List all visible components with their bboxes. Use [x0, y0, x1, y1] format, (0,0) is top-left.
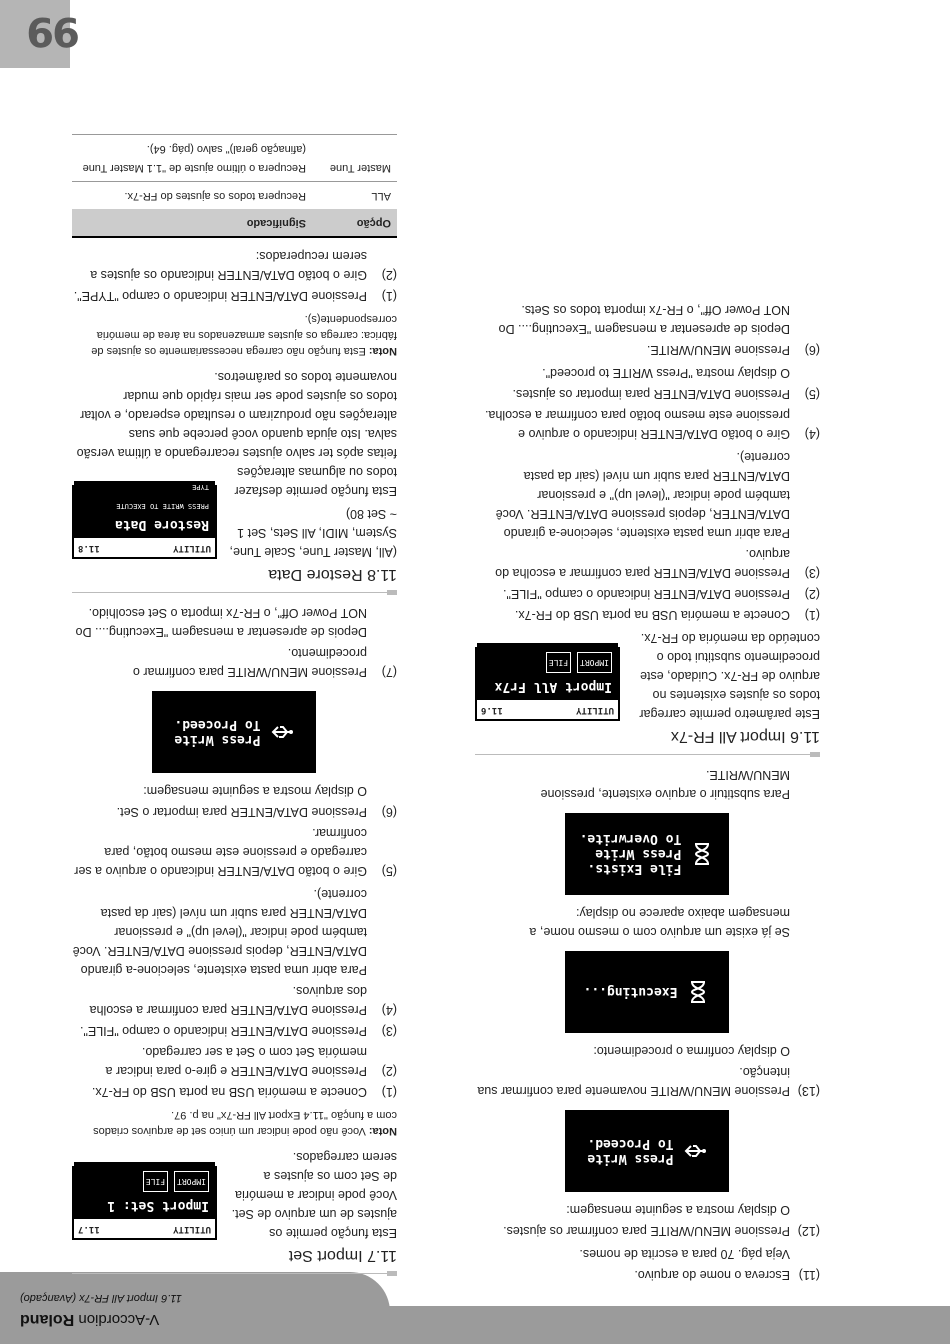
lcd-title: Import Set: 1	[107, 1198, 209, 1213]
import-all-step-6-detail: Depois de apresentar a mensagem "Executing.... Do NOT Power Off", o FR-7x importa todos os Sets.	[498, 303, 790, 336]
lcd-line-1: Press Write	[587, 1151, 674, 1166]
step-text: Pressione DATA/ENTER indicando o campo "TYPE".	[73, 289, 367, 303]
lcd-import-set	[72, 1166, 217, 1240]
lcd-header-left: UTILITY	[576, 705, 614, 715]
lcd-line-1: File Exists.	[587, 861, 682, 877]
import-set-step-1	[72, 1082, 397, 1101]
restore-step-2	[72, 246, 397, 284]
lcd-line-1: Executing...	[583, 984, 678, 1000]
import-set-step-7	[72, 643, 397, 681]
table-row	[72, 182, 397, 210]
brand-product: V-Accordion	[78, 1311, 160, 1328]
import-set-note	[72, 1107, 397, 1139]
lcd-file-button: FILE	[143, 1171, 168, 1192]
import-all-step-2	[475, 584, 820, 603]
note-text: Esta função não carrega necessariamente os ajustes de fábrica: carrega os ajustes armazenados na área de memória correspondente(s).	[91, 313, 397, 357]
lcd-press-write	[566, 1110, 730, 1192]
step-number: (4)	[804, 427, 820, 441]
step-text: Pressione MENU/WRITE.	[646, 343, 790, 357]
step-number: (4)	[381, 1003, 397, 1017]
step-11-note: Veja pág. 70 para a escrita de nomes.	[579, 1247, 790, 1261]
lcd-line-3: TYPE	[192, 483, 209, 491]
section-title-import-all: 11.6 Import All FR-7x	[475, 727, 820, 755]
import-set-step-5	[72, 823, 397, 880]
import-set-description: Esta função permite os ajustes de um arquivo de Set. Você pode indicar a memória de Set com os ajustes a serem carregados.	[231, 1150, 397, 1240]
table-cell-option: Master Tune	[312, 135, 397, 182]
lcd-executing	[566, 951, 730, 1033]
step-number: (6)	[804, 343, 820, 357]
step-text: Pressione MENU/WRITE novamente para confirmar sua intenção.	[477, 1065, 790, 1098]
import-set-step-3	[72, 1021, 397, 1040]
import-set-step-6	[72, 802, 397, 821]
lcd-line-3: To Overwrite.	[579, 831, 682, 847]
lcd-line-4: All	[194, 463, 209, 472]
hourglass-icon	[689, 841, 715, 867]
step-text: Pressione DATA/ENTER para importar os ajustes.	[512, 387, 790, 401]
table-row	[72, 135, 397, 182]
note-label: Nota:	[368, 345, 397, 357]
brand	[20, 1310, 220, 1328]
lcd-title: Import All Fr7x	[494, 679, 612, 694]
import-set-step-2	[72, 1042, 397, 1080]
restore-description-1: (All, Master Tune, Scale Tune, System, MIDI, All Sets, Set 1 ~ Set 80)	[229, 507, 397, 559]
overwrite-text: Se já existe um arquivo com o mesmo nome, a mensagem abaixo aparece no display:	[529, 906, 790, 939]
lcd-import-button: IMPORT	[577, 652, 612, 673]
step-text: Pressione MENU/WRITE para confirmar os ajustes.	[503, 1224, 790, 1238]
lcd-line-2: Press Write	[595, 846, 682, 862]
page-number: 99	[28, 8, 80, 54]
lcd-header-left: UTILITY	[173, 1224, 211, 1234]
step-text: Escreva o nome do arquivo.	[634, 1268, 790, 1282]
restore-step-1	[72, 286, 397, 305]
restore-options-table	[72, 134, 397, 238]
lcd-header-right: 11.7	[78, 1224, 100, 1234]
import-all-step-1	[475, 605, 820, 624]
step-number: (11)	[798, 1268, 820, 1282]
lcd-line-2: To Proceed.	[174, 717, 261, 732]
step-number: (7)	[381, 665, 397, 679]
note-text: Você não pode indicar um único set de arquivos criados com a função "11.4 Export All FR-7x" na p. 97.	[93, 1109, 397, 1137]
table-cell-meaning: Recupera o último ajuste de "1.1 Master Tune (afinação geral)" salvo (pág. 64).	[72, 135, 312, 182]
step-number: (1)	[804, 608, 820, 622]
step-number: (5)	[804, 387, 820, 401]
step-number: (1)	[381, 289, 397, 303]
table-header-option: Opção	[312, 209, 397, 237]
lcd-import-all	[475, 647, 620, 721]
step-text: Pressione DATA/ENTER para confirmar a escolha do arquivo.	[495, 547, 790, 580]
step-text: Gire o botão DATA/ENTER indicando o arquivo e pressione este mesmo botão para confirmar a escolha.	[484, 408, 790, 441]
step-number: (12)	[797, 1224, 820, 1238]
display-message-label: O display mostra a seguinte mensagem:	[566, 1203, 790, 1217]
step-text: Pressione DATA/ENTER indicando o campo "FILE".	[503, 587, 790, 601]
lcd-line-2: To Proceed.	[587, 1136, 674, 1151]
step-text: Pressione DATA/ENTER para confirmar a escolha dos arquivos.	[89, 984, 367, 1017]
step-text: Gire o botão DATA/ENTER indicando o arquivo a ser carregado e pressione este mesmo botão, para confirmar.	[74, 826, 367, 878]
lcd-file-exists	[566, 813, 730, 895]
lcd-line-2: PRESS WRITE TO EXECUTE	[116, 502, 209, 510]
import-all-step-6	[475, 340, 820, 359]
step-number: (6)	[381, 805, 397, 819]
confirm-text: O display confirma o procedimento:	[593, 1044, 790, 1058]
step-text: Conecte a memória USB na porta USB do FR-7x.	[91, 1085, 367, 1099]
step-number: (13)	[797, 1084, 820, 1098]
restore-description-2: Esta função permite desfazer todos ou algumas alterações feitas após ter salvo ajustes recarregando a última versão salva. Isto ajuda quando você percebe que suas alterações não produziram o resultado esperado, e voltar todos os ajustes pode ser mais rápido que mudar novamente todos os parâmetros.	[76, 370, 397, 498]
step-number: (5)	[381, 864, 397, 878]
brand-name: Roland	[20, 1311, 75, 1328]
hourglass-icon	[685, 979, 711, 1005]
step-number: (1)	[381, 1085, 397, 1099]
import-set-after: Depois de apresentar a mensagem "Executing.... Do NOT Power Off", o FR-7x importa o Set escolhido.	[75, 606, 367, 639]
restore-note	[72, 311, 397, 359]
import-all-description: Este parâmetro permite carregar todos os ajustes existentes no arquivo de FR-7x. Cuidado, este procedimento substitui todo o conteúdo da memória do FR-7x.	[639, 631, 820, 721]
step-text: Pressione DATA/ENTER para importar o Set.	[116, 805, 367, 819]
left-column	[475, 296, 820, 1284]
step-number: (3)	[381, 1024, 397, 1038]
import-set-step-6-detail: O display mostra a seguinte mensagem:	[143, 784, 367, 798]
table-header-meaning: Significado	[72, 209, 312, 237]
import-all-step-4	[475, 405, 820, 443]
lcd-header-left: UTILITY	[173, 543, 211, 553]
lcd-restore	[72, 463, 217, 559]
lcd-import-button: IMPORT	[174, 1171, 209, 1192]
breadcrumb: 11.6 Import All FR-7x (Avançado)	[20, 1292, 182, 1304]
lcd-title: Restore Data	[115, 517, 209, 532]
lcd-line-1: Press Write	[174, 732, 261, 747]
step-text: Pressione DATA/ENTER e gire-o para indicar a memória Set com o Set a ser carregado.	[105, 1045, 367, 1078]
step-number: (2)	[381, 268, 397, 282]
import-all-step-5	[475, 384, 820, 403]
table-cell-meaning: Recupera todos os ajustes do FR-7x.	[72, 182, 312, 210]
import-set-step-4	[72, 981, 397, 1019]
import-all-step-5-detail: O display mostra "Press WRITE to proceed".	[542, 366, 790, 380]
section-title-import-set: 11.7 Import Set	[72, 1246, 397, 1274]
step-12	[475, 1221, 820, 1240]
overwrite-confirm: Para substituir o arquivo existente, pressione MENU/WRITE.	[540, 768, 790, 801]
import-all-step-3	[475, 544, 820, 582]
lcd-header-right: 11.6	[481, 705, 503, 715]
step-13	[475, 1062, 820, 1100]
lcd-file-button: FILE	[546, 652, 571, 673]
step-text: Gire o botão DATA/ENTER indicando os ajustes a serem recuperados:	[90, 249, 367, 282]
step-11	[475, 1265, 820, 1284]
section-title-restore: 11.8 Restore Data	[72, 565, 397, 593]
usb-icon	[269, 719, 295, 745]
lcd-header-right: 11.8	[78, 543, 100, 553]
step-text: Pressione DATA/ENTER indicando o campo "FILE".	[80, 1024, 367, 1038]
step-number: (2)	[804, 587, 820, 601]
import-all-step-3-detail: Para abrir uma pasta existente, selecione-a girando DATA/ENTER, depois pressione DATA/ENTER. Você também pode indicar "(level up)" e pressionar DATA/ENTER para subir um nível (sair da pasta corrente).	[495, 450, 790, 540]
table-cell-option: ALL	[312, 182, 397, 210]
usb-icon	[682, 1138, 708, 1164]
right-column	[72, 134, 397, 1284]
step-number: (3)	[804, 566, 820, 580]
step-text: Pressione MENU/WRITE para confirmar o procedimento.	[132, 646, 367, 679]
step-text: Conecte a memória USB na porta USB do FR-7x.	[514, 608, 790, 622]
lcd-press-write-2	[153, 691, 317, 773]
import-set-step-4-detail: Para abrir uma pasta existente, selecione-a girando DATA/ENTER, depois pressione DATA/ENTER. Você também pode indicar "(level up)" e pressionar DATA/ENTER para subir um nível (sair da pasta corrente).	[72, 887, 367, 977]
note-label: Nota:	[368, 1125, 397, 1137]
step-number: (2)	[381, 1064, 397, 1078]
